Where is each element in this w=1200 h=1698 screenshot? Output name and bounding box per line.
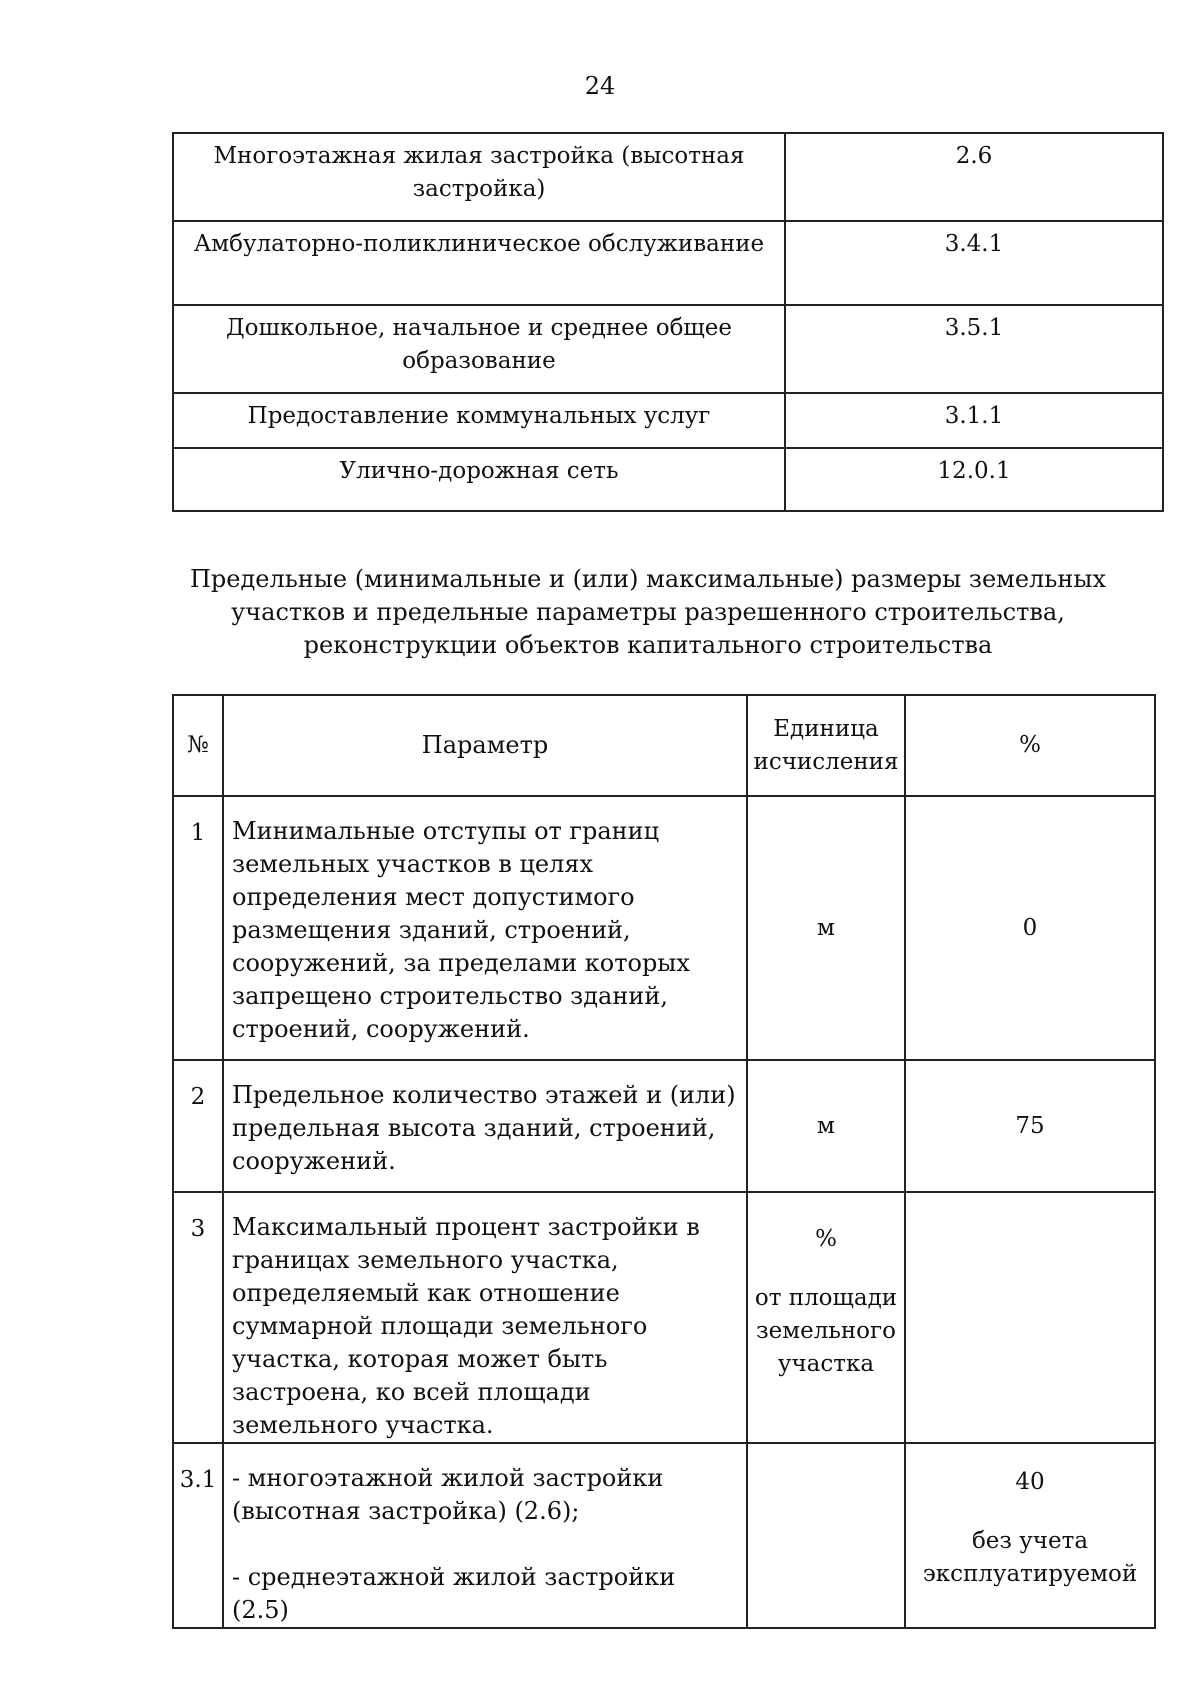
row-unit	[747, 1192, 905, 1443]
land-use-code: 3.5.1	[785, 305, 1163, 393]
unit-symbol: %	[815, 1226, 837, 1252]
land-use-code: 3.1.1	[785, 393, 1163, 448]
unit-note: от площади земельного участка	[754, 1285, 898, 1377]
table-row	[173, 796, 1155, 1060]
parameter-line: - многоэтажной жилой застройки (высотная застройка) (2.6);	[232, 1464, 664, 1525]
land-use-code: 3.4.1	[785, 221, 1163, 305]
row-unit: м	[747, 1060, 905, 1192]
table-row	[173, 305, 1163, 393]
parameter-line: - среднеэтажной жилой застройки (2.5)	[232, 1563, 676, 1624]
row-number: 3.1	[173, 1443, 223, 1628]
table-row	[173, 1443, 1155, 1628]
header-parameter: Параметр	[223, 695, 747, 796]
page-number: 24	[584, 72, 616, 100]
land-use-name: Амбулаторно-поликлиническое обслуживание	[173, 221, 785, 305]
table-row	[173, 133, 1163, 221]
row-value: 40	[1015, 1469, 1045, 1495]
land-use-name: Улично-дорожная сеть	[173, 448, 785, 511]
table-row	[173, 221, 1163, 305]
table-row	[173, 1192, 1155, 1443]
header-percent: %	[905, 695, 1155, 796]
row-unit: м	[747, 796, 905, 1060]
row-number: 2	[173, 1060, 223, 1192]
parameters-table	[172, 694, 1156, 1629]
row-number: 1	[173, 796, 223, 1060]
land-use-name: Многоэтажная жилая застройка (высотная застройка)	[173, 133, 785, 221]
row-parameter: Минимальные отступы от границ земельных участков в целях определения мест допустимого размещения зданий, строений, сооружений, за пределами которых запрещено строительство зданий, строений, сооружений.	[223, 796, 747, 1060]
row-value-cell	[905, 1443, 1155, 1628]
row-value: 0	[905, 796, 1155, 1060]
land-use-name: Дошкольное, начальное и среднее общее образование	[173, 305, 785, 393]
table-row	[173, 448, 1163, 511]
row-number: 3	[173, 1192, 223, 1443]
header-number: №	[173, 695, 223, 796]
row-value: 75	[905, 1060, 1155, 1192]
row-value	[905, 1192, 1155, 1443]
row-unit	[747, 1443, 905, 1628]
land-use-code: 2.6	[785, 133, 1163, 221]
section-title: Предельные (минимальные и (или) максимальные) размеры земельных участков и предельные параметры разрешенного строительства, реконструкции объектов капитального строительства	[189, 565, 1106, 659]
land-use-table	[172, 132, 1164, 512]
table-row	[173, 393, 1163, 448]
value-note: без учета эксплуатируемой	[922, 1528, 1138, 1587]
land-use-name: Предоставление коммунальных услуг	[173, 393, 785, 448]
header-unit: Единица исчисления	[747, 695, 905, 796]
row-parameter: Предельное количество этажей и (или) предельная высота зданий, строений, сооружений.	[223, 1060, 747, 1192]
table-header-row	[173, 695, 1155, 796]
table-row	[173, 1060, 1155, 1192]
land-use-code: 12.0.1	[785, 448, 1163, 511]
row-parameter	[223, 1443, 747, 1628]
row-parameter: Максимальный процент застройки в границах земельного участка, определяемый как отношение суммарной площади земельного участка, которая может быть застроена, ко всей площади земельного участка.	[223, 1192, 747, 1443]
